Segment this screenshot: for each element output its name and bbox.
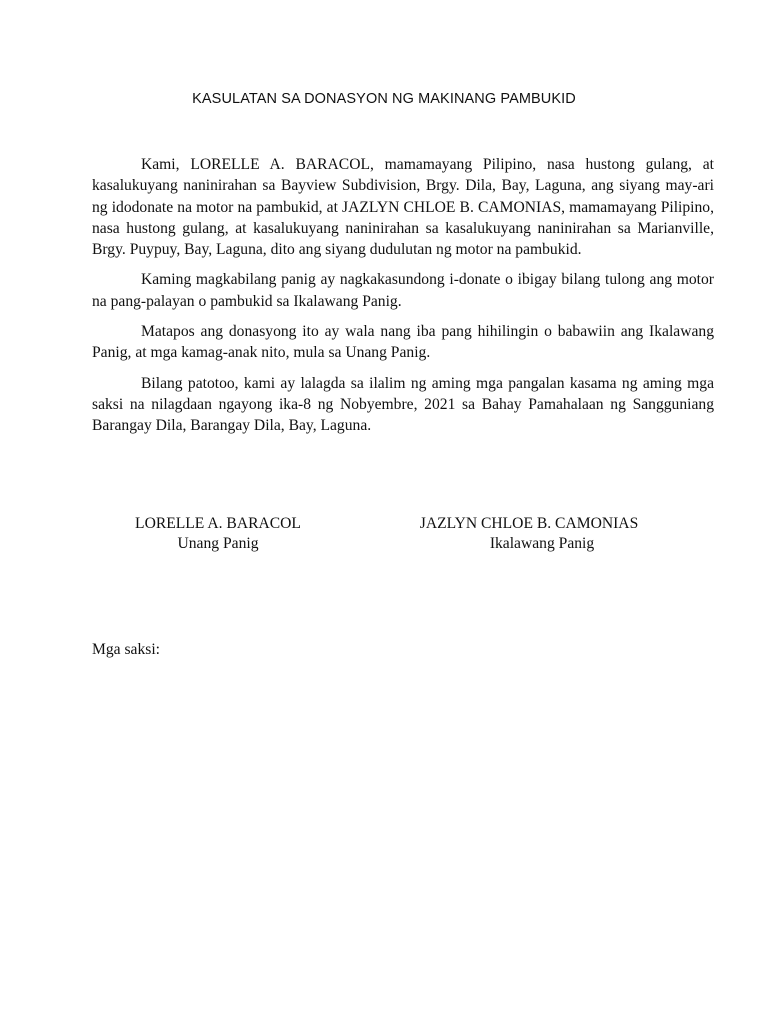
paragraph-attestation: Bilang patotoo, kami ay lalagda sa ilalim ng aming mga pangalan kasama ng aming mga saksi na nilagdaan ngayong ika-8 ng Nobyembre, 2021 sa Bahay Pamahalaan ng Sangguniang Barangay Dila, Barangay Dila, Bay, Laguna. (92, 374, 714, 435)
witnesses-label: Mga saksi: (92, 641, 161, 658)
first-party-name: LORELLE A. BARACOL (135, 515, 301, 532)
document-body (92, 154, 714, 446)
signature-block-first-party (118, 514, 318, 554)
paragraph-waiver: Matapos ang donasyong ito ay wala nang iba pang hihilingin o babawiin ang Ikalawang Panig, at mga kamag-anak nito, mula sa Unang Panig. (92, 323, 714, 362)
second-party-name: JAZLYN CHLOE B. CAMONIAS (419, 515, 639, 532)
signature-block-second-party (398, 514, 660, 554)
paragraph-agreement: Kaming magkabilang panig ay nagkakasundong i-donate o ibigay bilang tulong ang motor na pang-palayan o pambukid sa Ikalawang Panig. (92, 271, 714, 310)
second-party-role: Ikalawang Panig (489, 535, 595, 552)
paragraph-parties: Kami, LORELLE A. BARACOL, mamamayang Pilipino, nasa hustong gulang, at kasalukuyang naninirahan sa Bayview Subdivision, Brgy. Dila, Bay, Laguna, ang siyang may-ari ng idodonate na motor na pambukid, at JAZLYN CHLOE B. CAMONIAS, mamamayang Pilipino, nasa hustong gulang, at kasalukuyang naninirahan sa kasalukuyang naninirahan sa Marianville, Brgy. Puypuy, Bay, Laguna, dito ang siyang dudulutan ng motor na pambukid. (92, 156, 714, 259)
first-party-role: Unang Panig (177, 535, 259, 552)
document-title: KASULATAN SA DONASYON NG MAKINANG PAMBUKID (192, 91, 576, 107)
